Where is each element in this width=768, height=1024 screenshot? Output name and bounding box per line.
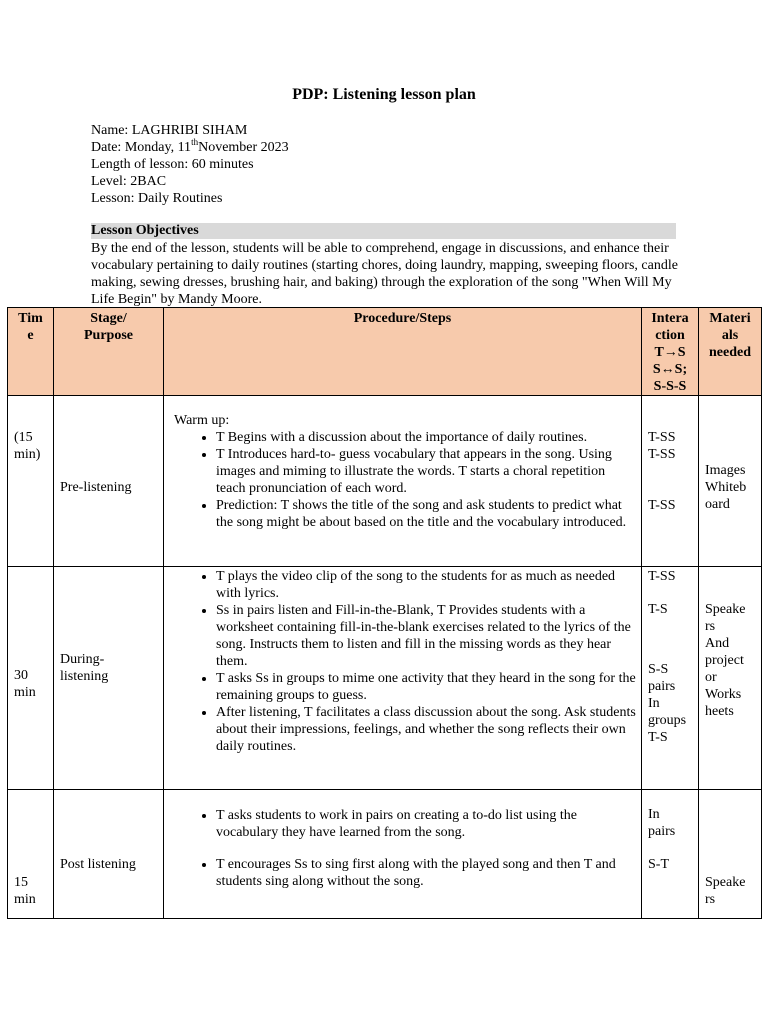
materials-cell: Speake rs: [699, 790, 762, 919]
materials-cell: Images Whiteb oard: [699, 396, 762, 567]
table-row: [8, 396, 762, 567]
objectives-text: By the end of the lesson, students will be able to comprehend, engage in discussions, and enhance their vocabulary pertaining to daily routines (starting chores, doing laundry, mapping, sweeping floors, candle making, sewing dresses, brushing hair, and baking) through the exploration of the song "When Will My Life Begin" by Mandy Moore.: [91, 241, 678, 307]
length-line: Length of lesson: 60 minutes: [91, 157, 254, 172]
list-item: • T asks students to work in pairs on creating a to-do list using the vocabulary they have learned from the song.: [216, 807, 637, 841]
time-cell: (15 min): [8, 396, 54, 567]
procedure-cell: [164, 396, 642, 567]
procedure-cell: [164, 790, 642, 919]
lesson-line: Lesson: Daily Routines: [91, 191, 223, 206]
date-line: Date: Monday, 11thNovember 2023: [91, 137, 289, 155]
list-item: • Ss in pairs listen and Fill-in-the-Blank, T Provides students with a worksheet containing fill-in-the-blank exercises related to the lyrics of the song. Instructs them to listen and fill in the missing words as they hear them.: [216, 602, 637, 670]
time-cell: 15 min: [8, 790, 54, 919]
table-row: [8, 790, 762, 919]
list-item: • After listening, T facilitates a class discussion about the song. Ask students about their impressions, feelings, and whether the song reflects their own daily routines.: [216, 704, 637, 755]
header-time: Tim e: [8, 308, 54, 396]
lesson-plan-table: [7, 307, 762, 919]
interaction-cell: In pairs S-T: [642, 790, 699, 919]
header-materials: Materi als needed: [699, 308, 762, 396]
list-item: • T asks Ss in groups to mime one activity that they heard in the song for the remaining groups to guess.: [216, 670, 637, 704]
stage-cell: Post listening: [54, 790, 164, 919]
warm-up-label: Warm up:: [174, 413, 230, 428]
header-interaction: Intera ction T→S S↔S; S-S-S: [642, 308, 699, 396]
list-item: • Prediction: T shows the title of the song and ask students to predict what the song might be about based on the title and the vocabulary introduced.: [216, 497, 637, 531]
list-item: • T Introduces hard-to- guess vocabulary that appears in the song. Using images and miming to illustrate the words. T starts a choral repetition teach pronunciation of each word.: [216, 446, 637, 497]
lesson-info: [91, 122, 289, 207]
table-header-row: [8, 308, 762, 396]
time-cell: 30 min: [8, 567, 54, 790]
level-line: Level: 2BAC: [91, 174, 167, 189]
objectives-heading: Lesson Objectives: [91, 223, 676, 239]
list-item: • T plays the video clip of the song to the students for as much as needed with lyrics.: [216, 568, 637, 602]
interaction-cell: T-SS T-SS T-SS: [642, 396, 699, 567]
header-procedure: Procedure/Steps: [164, 308, 642, 396]
materials-cell: Speake rs And project or Works heets: [699, 567, 762, 790]
document-title: PDP: Listening lesson plan: [292, 86, 476, 103]
list-item: • T Begins with a discussion about the importance of daily routines.: [216, 429, 637, 446]
stage-cell: Pre-listening: [54, 396, 164, 567]
table-row: [8, 567, 762, 790]
header-stage: Stage/ Purpose: [54, 308, 164, 396]
list-item: • T encourages Ss to sing first along with the played song and then T and students sing along without the song.: [216, 856, 637, 890]
interaction-cell: T-SS T-S S-S pairs In groups T-S: [642, 567, 699, 790]
name-line: Name: LAGHRIBI SIHAM: [91, 123, 248, 138]
stage-cell: During- listening: [54, 567, 164, 790]
procedure-cell: [164, 567, 642, 790]
